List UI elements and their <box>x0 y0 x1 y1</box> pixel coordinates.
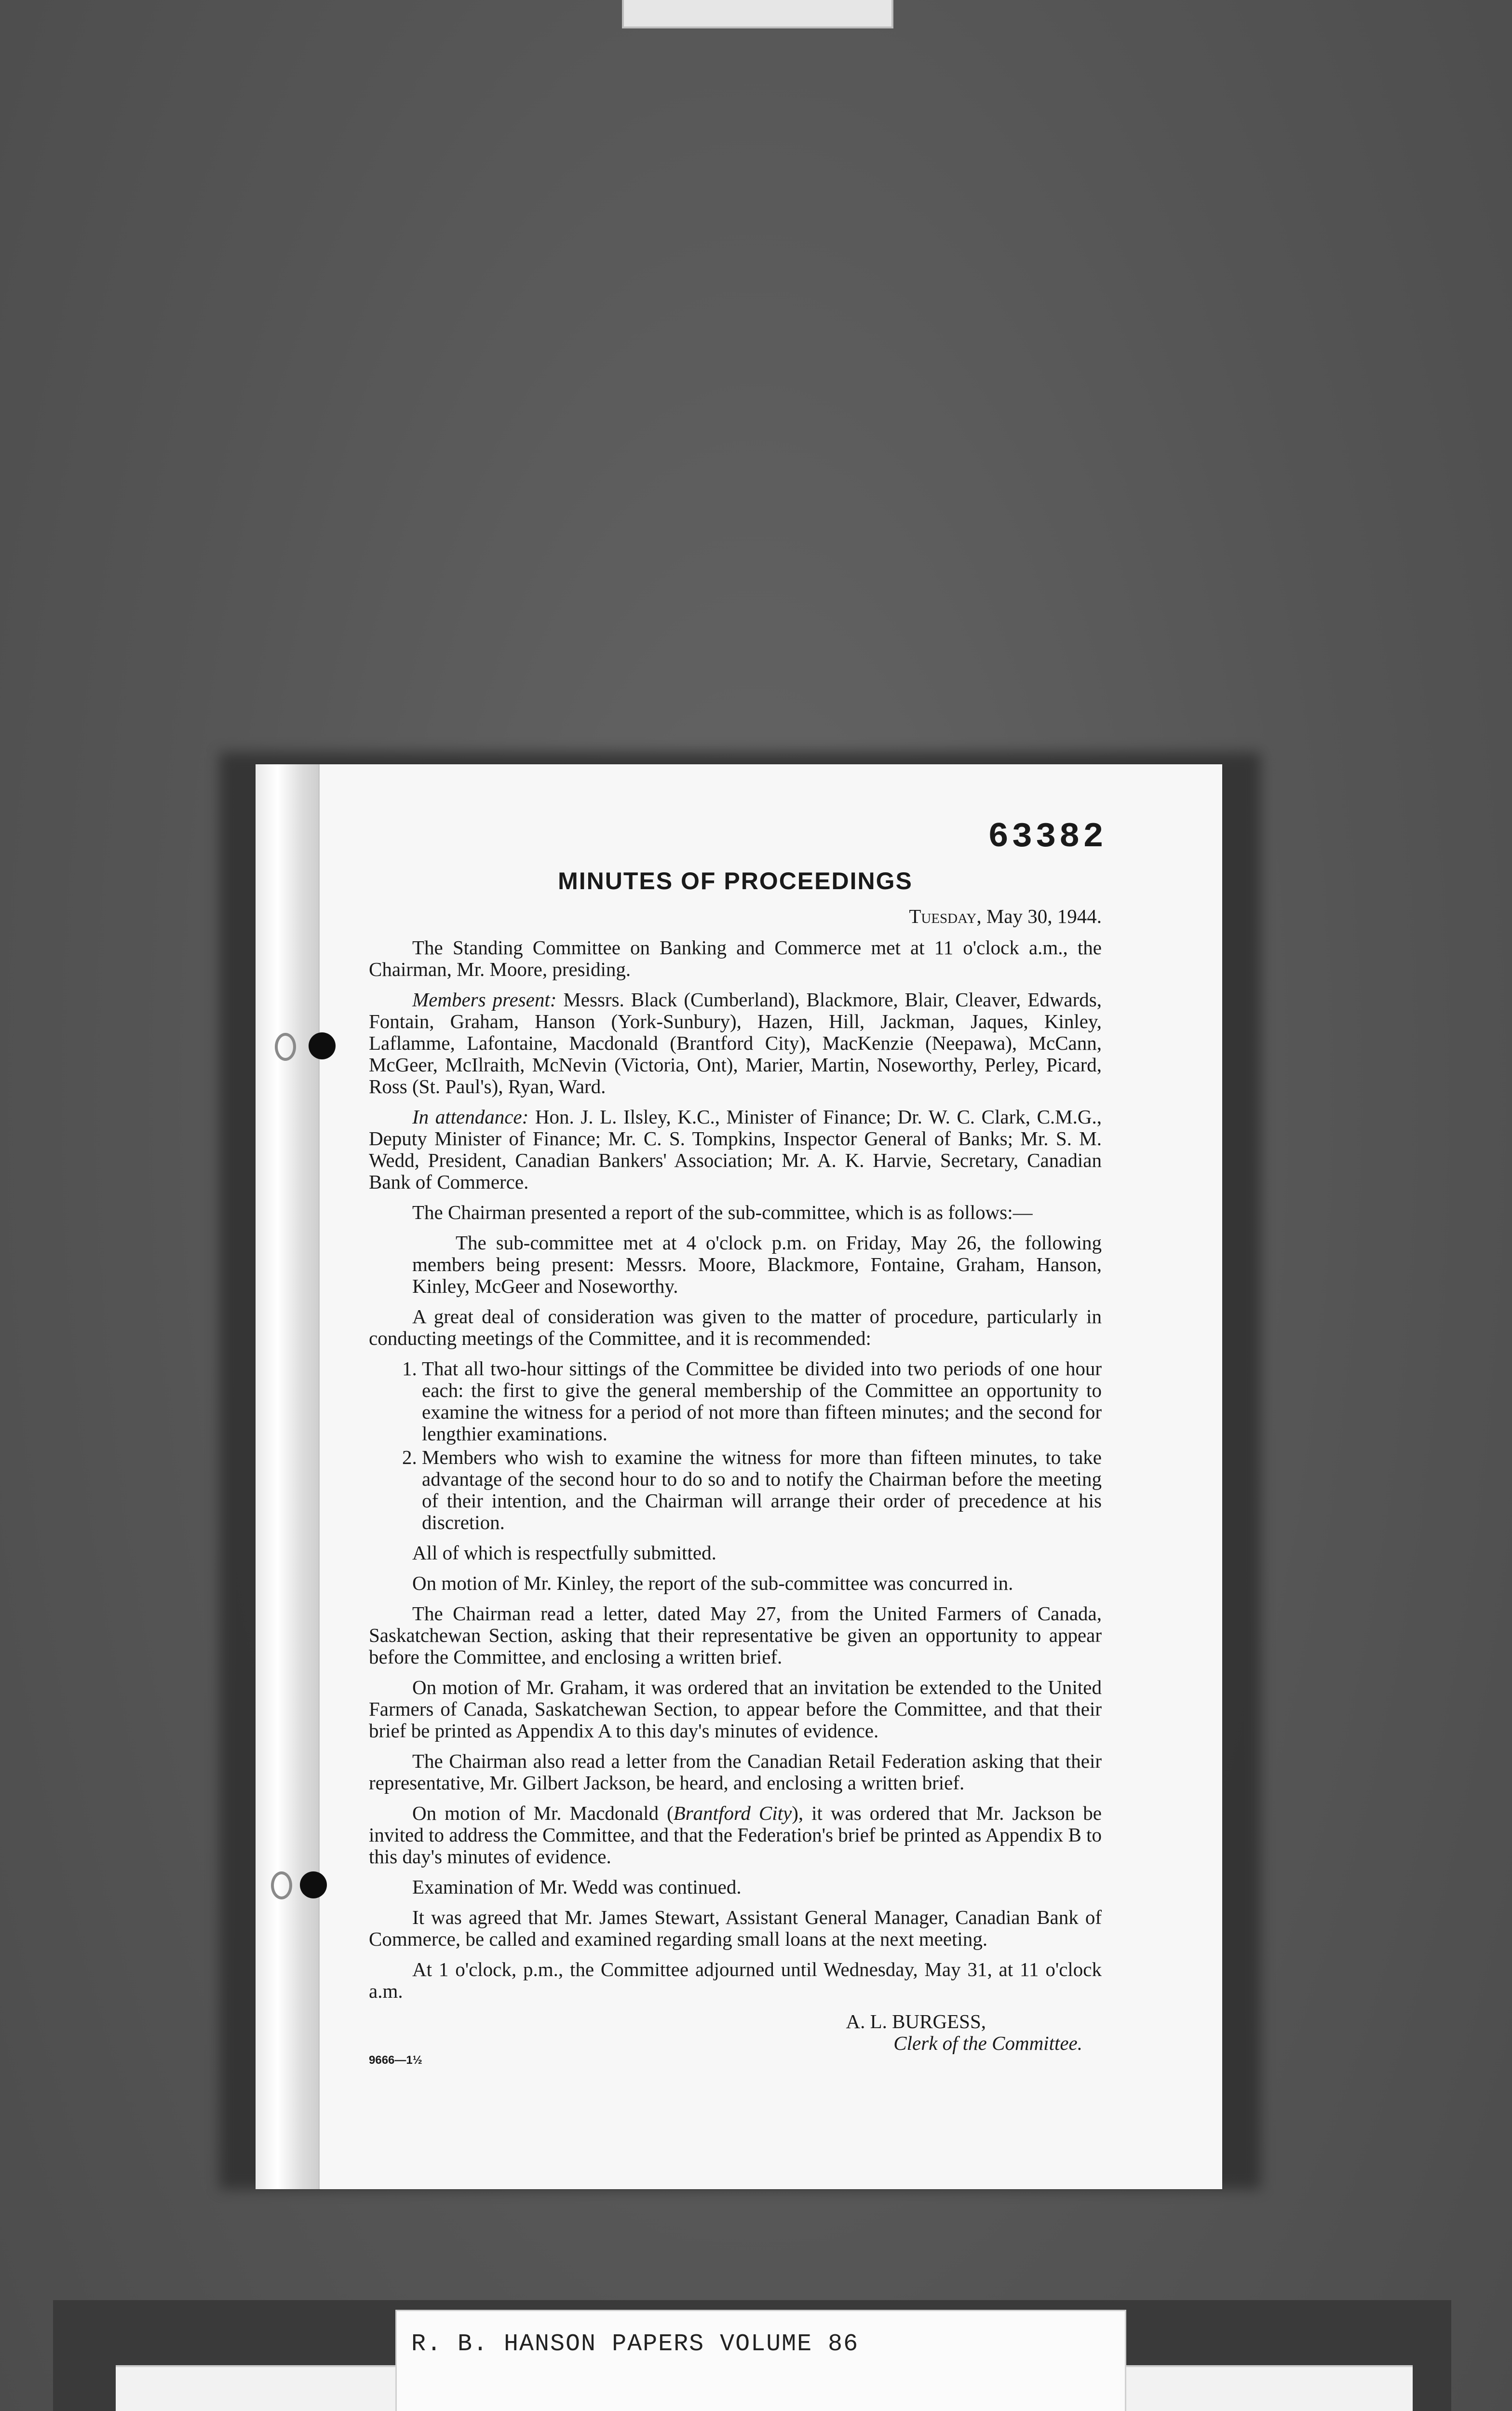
signature-block <box>369 2011 1102 2054</box>
document-title: MINUTES OF PROCEEDINGS <box>558 867 913 894</box>
punch-hole-bottom <box>300 1871 327 1898</box>
recommendations-list <box>369 1358 1102 1533</box>
meeting-date-rest: May 30, 1944. <box>981 905 1102 927</box>
graham-motion-paragraph: On motion of Mr. Graham, it was ordered that an invitation be extended to the United Farmers of Canada, Saskatchewan Section, to appear before the Committee, and that their brief be printed as Appendix A to this day's minutes of evidence. <box>369 1676 1102 1742</box>
members-present-list: Messrs. Black (Cumberland), Blackmore, Blair, Cleaver, Edwards, Fontain, Graham, Hanson (York-Sunbury), Hazen, Hill, Jackman, Jaques, Kinley, Laflamme, Lafontaine, Macdonald (Brantford City), MacKenzie (Neepawa), McCann, McGeer, McIlraith, McNevin (Victoria, Ont), Marier, Martin, Noseworthy, Perley, Picard, Ross (St. Paul's), Ryan, Ward. <box>369 989 1102 1097</box>
members-present-paragraph <box>369 989 1102 1097</box>
stewart-paragraph: It was agreed that Mr. James Stewart, Assistant General Manager, Canadian Bank of Commerce, be called and examined regarding small loans at the next meeting. <box>369 1906 1102 1950</box>
report-intro-paragraph: The Chairman presented a report of the sub-committee, which is as follows:— <box>412 1201 1033 1223</box>
wedd-paragraph: Examination of Mr. Wedd was continued. <box>412 1876 742 1898</box>
members-present-label: Members present: <box>412 989 557 1011</box>
submitted-paragraph: All of which is respectfully submitted. <box>412 1542 716 1564</box>
kinley-motion-paragraph: On motion of Mr. Kinley, the report of the sub-committee was concurred in. <box>412 1572 1013 1594</box>
crf-letter-paragraph: The Chairman also read a letter from the Canadian Retail Federation asking that their representative, Mr. Gilbert Jackson, be heard, and enclosing a written brief. <box>369 1750 1102 1794</box>
macdonald-motion-paragraph <box>369 1802 1102 1868</box>
document-page <box>256 764 1222 2189</box>
recommendation-item: 1. That all two-hour sittings of the Committee be divided into two periods of one hour each: the first to give the general membership of the Committee an opportunity to examine the witness for a period of not more than fifteen minutes; and the second for lengthier examinations. <box>422 1358 1102 1445</box>
meeting-date <box>369 906 1102 927</box>
subcommittee-paragraph: The sub-committee met at 4 o'clock p.m. on Friday, May 26, the following members being present: Messrs. Moore, Blackmore, Fontaine, Graham, Hanson, Kinley, McGeer and Noseworthy. <box>412 1232 1102 1297</box>
meeting-date-day: Tuesday, <box>909 905 982 927</box>
macdonald-lead: On motion of Mr. Macdonald ( <box>412 1802 674 1824</box>
signature-title: Clerk of the Committee. <box>893 2032 1082 2054</box>
macdonald-rest: ), it was ordered that Mr. Jackson be invited to address the Committee, and that the Federation's brief be printed as Appendix B to this day's minutes of evidence. <box>369 1802 1102 1868</box>
ufc-letter-paragraph: The Chairman read a letter, dated May 27, from the United Farmers of Canada, Saskatchewan Section, asking that their representative be given an opportunity to appear before the Committee, and enclosing a written brief. <box>369 1602 1102 1668</box>
in-attendance-paragraph <box>369 1106 1102 1193</box>
archive-volume-text: R. B. HANSON PAPERS VOLUME 86 <box>411 2330 859 2358</box>
document-number: 63382 <box>987 817 1107 857</box>
consideration-paragraph: A great deal of consideration was given to the matter of procedure, particularly in conducting meetings of the Committee, and it is recommended: <box>369 1305 1102 1349</box>
print-code: 9666—1½ <box>369 2054 422 2067</box>
in-attendance-label: In attendance: <box>412 1106 529 1128</box>
document-body <box>369 817 1102 2071</box>
top-paper-tab <box>622 0 893 28</box>
in-attendance-list: Hon. J. L. Ilsley, K.C., Minister of Finance; Dr. W. C. Clark, C.M.G., Deputy Minister of Finance; Mr. C. S. Tompkins, Inspector General of Banks; Mr. S. M. Wedd, President, Canadian Bankers' Association; Mr. A. K. Harvie, Secretary, Canadian Bank of Commerce. <box>369 1106 1102 1193</box>
opening-paragraph: The Standing Committee on Banking and Commerce met at 11 o'clock a.m., the Chairman, Mr. Moore, presiding. <box>369 936 1102 980</box>
archive-volume-label <box>395 2310 1126 2411</box>
recommendation-item: 2. Members who wish to examine the witness for more than fifteen minutes, to take advantage of the second hour to do so and to notify the Chairman before the meeting of their intention, and the Chairman will arrange their order of precedence at his discretion. <box>422 1447 1102 1533</box>
punch-hole-top <box>309 1032 336 1059</box>
binding-strip <box>256 764 320 2189</box>
signature-name: A. L. BURGESS, <box>846 2010 986 2032</box>
punch-ring-bottom <box>271 1871 292 1899</box>
punch-ring-top <box>275 1033 296 1061</box>
macdonald-riding: Brantford City <box>673 1802 792 1824</box>
adjournment-paragraph: At 1 o'clock, p.m., the Committee adjourned until Wednesday, May 31, at 11 o'clock a.m. <box>369 1958 1102 2002</box>
